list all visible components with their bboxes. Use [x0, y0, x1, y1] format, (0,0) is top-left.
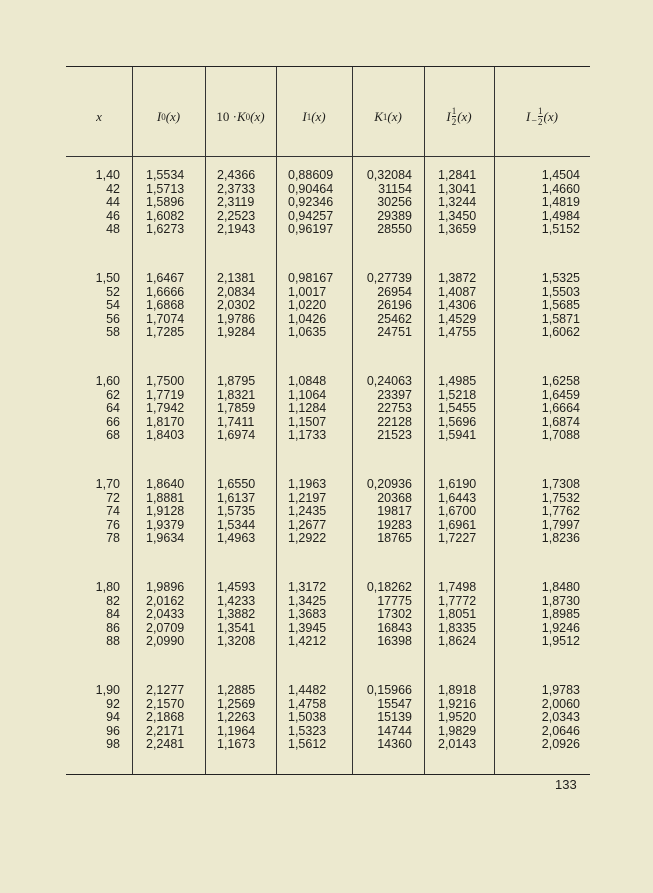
- table-cell-k0: 1,9786: [217, 311, 256, 326]
- table-cell-i1: 1,5612: [288, 737, 327, 752]
- table-row-group: [66, 375, 590, 443]
- table-cell-ihalf: 1,6700: [438, 504, 477, 519]
- table-cell-x: 1,70: [95, 477, 120, 491]
- table-cell-k1: 19283: [377, 517, 412, 532]
- table-cell-ihalf: 1,5218: [438, 387, 477, 402]
- table-cell-k1: 16398: [377, 634, 412, 649]
- table-cell-imhalf: 1,8730: [541, 593, 580, 608]
- table-cell-i0: 1,5713: [146, 181, 185, 196]
- table-cell-ihalf: 1,5455: [438, 401, 477, 416]
- table-cell-i1: 1,1733: [288, 428, 327, 443]
- table-cell-i1: 0,94257: [288, 208, 334, 223]
- table-cell-i1: 1,2435: [288, 504, 327, 519]
- table-cell-ihalf: 1,3041: [438, 181, 477, 196]
- table-cell-i0: 1,6467: [146, 271, 185, 285]
- table-cell-i1: 1,0017: [288, 284, 327, 299]
- table-cell-k0: 1,3208: [217, 634, 256, 649]
- table-cell-ihalf: 1,8624: [438, 634, 477, 649]
- table-cell-imhalf: 1,7088: [541, 428, 580, 443]
- table-cell-i1: 1,5038: [288, 710, 327, 725]
- table-cell-i1: 1,0426: [288, 311, 327, 326]
- table-cell-i1: 1,3425: [288, 593, 327, 608]
- header-i1-subscript: 1: [306, 112, 312, 122]
- header-i-minus-half-minus: −: [531, 116, 538, 127]
- table-cell-i0: 2,1570: [146, 696, 185, 711]
- header-i1: [276, 87, 352, 147]
- table-cell-i0: 1,7500: [146, 374, 185, 388]
- table-cell-k1: 22753: [377, 401, 412, 416]
- table-row-group: [66, 478, 590, 546]
- table-cell-i0: 1,9896: [146, 580, 185, 594]
- table-cell-x: 1,90: [95, 683, 120, 697]
- table-cell-ihalf: 1,7772: [438, 593, 477, 608]
- table-cell-k0: 1,6550: [217, 477, 256, 491]
- header-i-half-symbol: I: [446, 109, 451, 124]
- header-x: [66, 87, 132, 147]
- header-i-minus-half-symbol: I: [526, 109, 531, 124]
- table-cell-i1: 0,96197: [288, 222, 334, 237]
- table-cell-x: 88: [106, 634, 120, 649]
- table-cell-ihalf: 1,4087: [438, 284, 477, 299]
- table-cell-x: 78: [106, 531, 120, 546]
- table-cell-k1: 26196: [377, 298, 412, 313]
- table-cell-imhalf: 1,6459: [541, 387, 580, 402]
- header-i-half-numerator: 1: [451, 106, 457, 116]
- table-cell-x: 72: [106, 490, 120, 505]
- header-i0: [132, 87, 205, 147]
- table-cell-x: 1,50: [95, 271, 120, 285]
- table-cell-i1: 0,98167: [288, 271, 334, 285]
- table-cell-ihalf: 1,6961: [438, 517, 477, 532]
- table-cell-ihalf: 1,5696: [438, 414, 477, 429]
- table-cell-k0: 1,2885: [217, 683, 256, 697]
- table-cell-i0: 1,8170: [146, 414, 185, 429]
- table-cell-k1: 24751: [377, 325, 412, 340]
- header-i0-subscript: 0: [161, 112, 166, 122]
- table-cell-ihalf: 1,4755: [438, 325, 477, 340]
- table-cell-k1: 14744: [377, 723, 412, 738]
- table-cell-i0: 1,6273: [146, 222, 185, 237]
- table-cell-k0: 1,8795: [217, 374, 256, 388]
- table-cell-x: 64: [106, 401, 120, 416]
- table-cell-imhalf: 1,7532: [541, 490, 580, 505]
- table-cell-k1: 0,24063: [366, 374, 412, 388]
- table-cell-imhalf: 1,8480: [541, 580, 580, 594]
- table-cell-i0: 2,1277: [146, 683, 185, 697]
- table-cell-k0: 1,8321: [217, 387, 256, 402]
- table-cell-k1: 21523: [377, 428, 412, 443]
- header-k1-subscript: 1: [382, 112, 388, 122]
- header-k0-subscript: 0: [245, 112, 251, 122]
- table-cell-i1: 0,92346: [288, 195, 334, 210]
- table-cell-imhalf: 1,9246: [541, 620, 580, 635]
- table-cell-k1: 30256: [377, 195, 412, 210]
- table-cell-imhalf: 1,9512: [541, 634, 580, 649]
- table-cell-x: 76: [106, 517, 120, 532]
- table-cell-k0: 1,3541: [217, 620, 256, 635]
- table-cell-ihalf: 1,7498: [438, 580, 477, 594]
- table-cell-ihalf: 1,6190: [438, 477, 477, 491]
- header-i0-argument: (x): [165, 109, 181, 124]
- table-cell-i1: 1,2197: [288, 490, 327, 505]
- table-cell-imhalf: 1,6258: [541, 374, 580, 388]
- table-cell-imhalf: 1,6664: [541, 401, 580, 416]
- table-cell-i1: 1,2677: [288, 517, 327, 532]
- table-cell-k1: 19817: [377, 504, 412, 519]
- table-cell-k1: 15139: [377, 710, 412, 725]
- table-cell-i0: 1,9379: [146, 517, 185, 532]
- table-cell-x: 1,80: [95, 580, 120, 594]
- table-cell-i0: 2,0709: [146, 620, 185, 635]
- table-cell-i0: 1,6868: [146, 298, 185, 313]
- table-cell-imhalf: 1,8985: [541, 607, 580, 622]
- table-cell-k1: 0,32084: [366, 168, 412, 182]
- table-cell-imhalf: 1,7762: [541, 504, 580, 519]
- table-cell-x: 58: [106, 325, 120, 340]
- header-i0-symbol: I: [156, 109, 162, 124]
- table-row-group: [66, 272, 590, 340]
- table-cell-i0: 1,8403: [146, 428, 185, 443]
- table-cell-i0: 1,6082: [146, 208, 185, 223]
- table-cell-imhalf: 1,6062: [541, 325, 580, 340]
- bessel-function-table: [66, 66, 590, 775]
- header-k1-argument: (x): [387, 109, 402, 124]
- table-cell-ihalf: 1,4529: [438, 311, 477, 326]
- table-cell-k0: 1,1964: [217, 723, 256, 738]
- table-cell-k0: 2,3733: [217, 181, 256, 196]
- table-cell-k1: 22128: [377, 414, 412, 429]
- table-row-group: [66, 581, 590, 649]
- table-cell-k0: 1,2263: [217, 710, 256, 725]
- table-cell-k1: 16843: [377, 620, 412, 635]
- table-cell-i0: 1,9634: [146, 531, 185, 546]
- table-cell-i1: 0,90464: [288, 181, 334, 196]
- table-cell-k1: 23397: [377, 387, 412, 402]
- table-cell-imhalf: 2,0060: [541, 696, 580, 711]
- table-cell-k0: 2,0302: [217, 298, 256, 313]
- table-cell-i1: 1,4482: [288, 683, 327, 697]
- table-cell-x: 82: [106, 593, 120, 608]
- table-cell-ihalf: 1,4985: [438, 374, 477, 388]
- table-cell-x: 66: [106, 414, 120, 429]
- table-cell-ihalf: 1,3244: [438, 195, 477, 210]
- table-cell-k0: 2,1381: [217, 271, 256, 285]
- table-cell-k1: 29389: [377, 208, 412, 223]
- table-cell-x: 1,40: [95, 168, 120, 182]
- header-k0-symbol: K: [236, 109, 246, 124]
- table-cell-k0: 1,7411: [217, 414, 255, 429]
- table-cell-ihalf: 1,3659: [438, 222, 477, 237]
- table-cell-i0: 2,0433: [146, 607, 185, 622]
- table-cell-imhalf: 1,4504: [541, 168, 580, 182]
- header-x-label: x: [96, 109, 102, 124]
- table-cell-x: 94: [106, 710, 120, 725]
- table-cell-k0: 1,4233: [217, 593, 256, 608]
- table-cell-ihalf: 1,8051: [438, 607, 477, 622]
- header-k0-prefix: 10 ·: [216, 109, 237, 124]
- header-i1-argument: (x): [311, 109, 326, 124]
- table-cell-ihalf: 1,3450: [438, 208, 477, 223]
- table-cell-k0: 2,1943: [217, 222, 256, 237]
- table-row-group: [66, 684, 590, 752]
- table-cell-k1: 0,20936: [366, 477, 412, 491]
- header-k0-argument: (x): [250, 109, 265, 124]
- header-i-minus-half-denominator: 2: [538, 117, 543, 127]
- table-cell-x: 62: [106, 387, 120, 402]
- table-cell-i0: 1,5534: [146, 168, 185, 182]
- table-cell-i1: 1,0635: [288, 325, 327, 340]
- table-cell-k0: 2,4366: [217, 168, 256, 182]
- table-cell-imhalf: 1,7997: [541, 517, 580, 532]
- table-cell-k0: 1,2569: [217, 696, 256, 711]
- table-cell-i0: 1,7719: [146, 387, 185, 402]
- table-cell-i0: 2,0990: [146, 634, 185, 649]
- header-i-minus-half: [494, 87, 590, 147]
- header-k1-symbol: K: [374, 109, 383, 124]
- table-cell-k1: 31154: [378, 181, 412, 196]
- table-cell-ihalf: 1,5941: [438, 428, 477, 443]
- table-cell-i0: 1,7074: [146, 311, 185, 326]
- table-cell-imhalf: 2,0646: [541, 723, 580, 738]
- table-cell-k1: 20368: [377, 490, 412, 505]
- table-cell-imhalf: 1,7308: [541, 477, 580, 491]
- header-separator: [66, 156, 590, 157]
- table-cell-i0: 2,2481: [146, 737, 185, 752]
- table-cell-k0: 1,5735: [217, 504, 256, 519]
- table-cell-i0: 2,0162: [146, 593, 185, 608]
- table-cell-i1: 1,1064: [288, 387, 327, 402]
- table-cell-i1: 1,3683: [288, 607, 327, 622]
- table-cell-i0: 1,7942: [146, 401, 185, 416]
- table-cell-x: 56: [106, 311, 120, 326]
- table-cell-k1: 18765: [377, 531, 412, 546]
- table-cell-x: 74: [106, 504, 120, 519]
- table-cell-ihalf: 1,7227: [438, 531, 477, 546]
- table-cell-k0: 1,3882: [217, 607, 256, 622]
- table-cell-x: 96: [106, 723, 120, 738]
- table-cell-k1: 0,18262: [366, 580, 412, 594]
- table-cell-x: 92: [106, 696, 120, 711]
- table-cell-k1: 17302: [377, 607, 412, 622]
- table-cell-i1: 1,3172: [288, 580, 327, 594]
- table-row-group: [66, 169, 590, 237]
- table-cell-i0: 1,9128: [146, 504, 185, 519]
- table-cell-k1: 17775: [377, 593, 412, 608]
- table-cell-x: 54: [106, 298, 120, 313]
- table-cell-imhalf: 1,5685: [541, 298, 580, 313]
- table-cell-i1: 0,88609: [288, 168, 334, 182]
- table-cell-k0: 2,3119: [217, 195, 255, 210]
- table-cell-k1: 15547: [377, 696, 412, 711]
- table-cell-ihalf: 1,4306: [438, 298, 477, 313]
- table-cell-ihalf: 2,0143: [438, 737, 477, 752]
- table-cell-imhalf: 1,5871: [541, 311, 580, 326]
- table-cell-k0: 1,6974: [217, 428, 256, 443]
- table-cell-i1: 1,1963: [288, 477, 327, 491]
- table-cell-ihalf: 1,6443: [438, 490, 477, 505]
- table-cell-x: 44: [106, 195, 120, 210]
- table-cell-x: 98: [106, 737, 120, 752]
- table-cell-k1: 26954: [377, 284, 412, 299]
- header-i-minus-half-numerator: 1: [538, 106, 543, 116]
- table-cell-k0: 1,5344: [217, 517, 256, 532]
- table-cell-x: 86: [106, 620, 120, 635]
- table-cell-x: 48: [106, 222, 120, 237]
- table-cell-k0: 1,7859: [217, 401, 256, 416]
- table-cell-ihalf: 1,9829: [438, 723, 477, 738]
- table-cell-k0: 1,4593: [217, 580, 256, 594]
- table-cell-k0: 2,2523: [217, 208, 256, 223]
- table-cell-imhalf: 1,8236: [541, 531, 580, 546]
- table-cell-i0: 1,8881: [146, 490, 185, 505]
- table-cell-x: 52: [106, 284, 120, 299]
- table-cell-k0: 1,6137: [217, 490, 256, 505]
- table-cell-k0: 2,0834: [217, 284, 256, 299]
- header-k0: [205, 87, 276, 147]
- table-cell-ihalf: 1,2841: [438, 168, 477, 182]
- table-cell-k0: 1,4963: [217, 531, 256, 546]
- table-cell-imhalf: 2,0926: [541, 737, 580, 752]
- header-i-half-denominator: 2: [451, 117, 457, 127]
- table-cell-ihalf: 1,9520: [438, 710, 477, 725]
- table-cell-k1: 0,27739: [366, 271, 412, 285]
- header-k1: [352, 87, 424, 147]
- table-cell-imhalf: 1,9783: [541, 683, 580, 697]
- table-cell-i0: 2,2171: [146, 723, 185, 738]
- table-cell-i1: 1,4212: [288, 634, 327, 649]
- table-cell-i0: 1,5896: [146, 195, 185, 210]
- header-i-half-fraction: [452, 107, 457, 127]
- table-cell-k0: 1,1673: [217, 737, 256, 752]
- table-cell-imhalf: 2,0343: [541, 710, 580, 725]
- table-cell-i1: 1,0220: [288, 298, 327, 313]
- table-cell-k1: 14360: [377, 737, 412, 752]
- table-cell-ihalf: 1,3872: [438, 271, 477, 285]
- table-cell-imhalf: 1,4660: [541, 181, 580, 196]
- table-cell-ihalf: 1,8335: [438, 620, 477, 635]
- table-cell-k1: 28550: [377, 222, 412, 237]
- table-cell-i1: 1,3945: [288, 620, 327, 635]
- header-i-half: [424, 87, 494, 147]
- header-i-minus-half-fraction: [531, 107, 542, 127]
- table-cell-imhalf: 1,5325: [541, 271, 580, 285]
- table-cell-x: 42: [106, 181, 120, 196]
- table-cell-i1: 1,1507: [288, 414, 327, 429]
- table-cell-i0: 1,6666: [146, 284, 185, 299]
- table-cell-imhalf: 1,4819: [541, 195, 580, 210]
- table-cell-i1: 1,0848: [288, 374, 327, 388]
- table-cell-i0: 2,1868: [146, 710, 185, 725]
- table-cell-imhalf: 1,5152: [541, 222, 580, 237]
- header-i-minus-half-argument: (x): [543, 109, 558, 124]
- table-cell-i0: 1,7285: [146, 325, 185, 340]
- table-cell-ihalf: 1,8918: [438, 683, 477, 697]
- table-cell-i1: 1,1284: [288, 401, 327, 416]
- page-number: 133: [555, 777, 577, 792]
- table-cell-imhalf: 1,5503: [541, 284, 580, 299]
- table-cell-k1: 25462: [377, 311, 412, 326]
- table-cell-x: 84: [106, 607, 120, 622]
- table-cell-imhalf: 1,4984: [541, 208, 580, 223]
- table-cell-x: 1,60: [95, 374, 120, 388]
- table-cell-x: 46: [106, 208, 120, 223]
- table-cell-i0: 1,8640: [146, 477, 185, 491]
- table-cell-i1: 1,5323: [288, 723, 327, 738]
- header-i-half-argument: (x): [457, 109, 472, 124]
- table-cell-k1: 0,15966: [366, 683, 412, 697]
- header-i1-symbol: I: [302, 109, 307, 124]
- table-cell-i1: 1,2922: [288, 531, 327, 546]
- table-cell-i1: 1,4758: [288, 696, 327, 711]
- table-cell-k0: 1,9284: [217, 325, 256, 340]
- table-cell-imhalf: 1,6874: [541, 414, 580, 429]
- table-cell-ihalf: 1,9216: [438, 696, 477, 711]
- table-cell-x: 68: [106, 428, 120, 443]
